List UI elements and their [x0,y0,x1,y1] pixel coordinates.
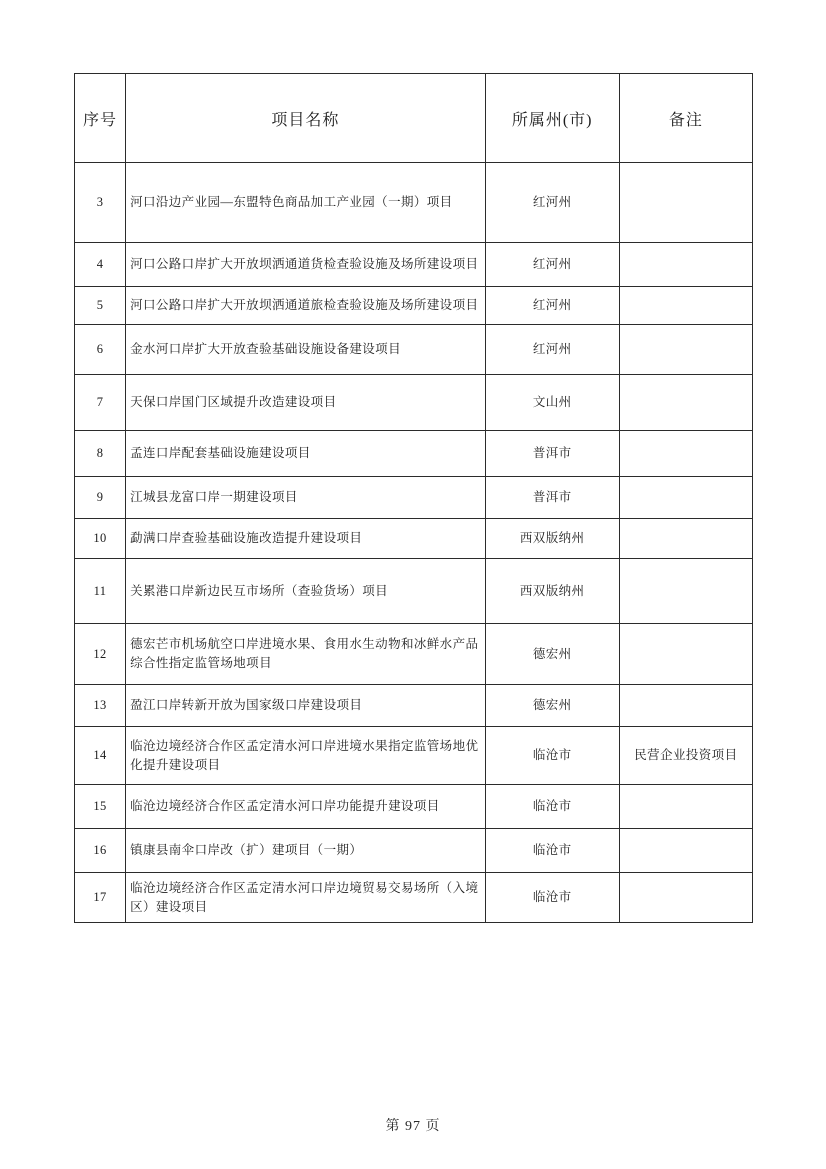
note-cell [619,624,752,685]
project-name-cell: 盈江口岸转新开放为国家级口岸建设项目 [126,685,486,727]
project-name-cell: 金水河口岸扩大开放查验基础设施设备建设项目 [126,325,486,375]
note-cell [619,325,752,375]
region-cell: 西双版纳州 [485,559,619,624]
row-index-cell: 10 [75,519,126,559]
region-cell: 德宏州 [485,685,619,727]
note-cell [619,477,752,519]
row-index-cell: 17 [75,873,126,923]
note-cell: 民营企业投资项目 [619,727,752,785]
projects-table [74,73,753,923]
table-row [75,431,753,477]
row-index-cell: 6 [75,325,126,375]
table-row [75,287,753,325]
project-name-cell: 德宏芒市机场航空口岸进境水果、食用水生动物和冰鲜水产品综合性指定监管场地项目 [126,624,486,685]
projects-table-body [75,163,753,923]
project-name-cell: 镇康县南伞口岸改（扩）建项目（一期） [126,829,486,873]
table-row [75,559,753,624]
table-row [75,727,753,785]
project-name-cell: 江城县龙富口岸一期建设项目 [126,477,486,519]
row-index-cell: 12 [75,624,126,685]
region-cell: 红河州 [485,163,619,243]
row-index-cell: 5 [75,287,126,325]
row-index-cell: 8 [75,431,126,477]
project-name-cell: 临沧边境经济合作区孟定清水河口岸边境贸易交易场所（入境区）建设项目 [126,873,486,923]
region-cell: 文山州 [485,375,619,431]
table-row [75,519,753,559]
table-row [75,163,753,243]
project-name-cell: 临沧边境经济合作区孟定清水河口岸进境水果指定监管场地优化提升建设项目 [126,727,486,785]
region-cell: 红河州 [485,243,619,287]
project-name-cell: 临沧边境经济合作区孟定清水河口岸功能提升建设项目 [126,785,486,829]
table-row [75,243,753,287]
note-cell [619,829,752,873]
note-cell [619,163,752,243]
row-index-cell: 4 [75,243,126,287]
table-row [75,685,753,727]
region-cell: 临沧市 [485,785,619,829]
col-header-name: 项目名称 [126,74,486,163]
note-cell [619,873,752,923]
note-cell [619,519,752,559]
table-row [75,873,753,923]
row-index-cell: 7 [75,375,126,431]
row-index-cell: 9 [75,477,126,519]
table-header-row [75,74,753,163]
project-name-cell: 关累港口岸新边民互市场所（查验货场）项目 [126,559,486,624]
project-name-cell: 孟连口岸配套基础设施建设项目 [126,431,486,477]
row-index-cell: 16 [75,829,126,873]
row-index-cell: 3 [75,163,126,243]
note-cell [619,287,752,325]
table-row [75,785,753,829]
note-cell [619,685,752,727]
region-cell: 普洱市 [485,431,619,477]
note-cell [619,375,752,431]
project-name-cell: 天保口岸国门区域提升改造建设项目 [126,375,486,431]
region-cell: 西双版纳州 [485,519,619,559]
project-name-cell: 河口沿边产业园—东盟特色商品加工产业园（一期）项目 [126,163,486,243]
table-row [75,325,753,375]
region-cell: 红河州 [485,325,619,375]
table-row [75,624,753,685]
note-cell [619,431,752,477]
row-index-cell: 11 [75,559,126,624]
region-cell: 红河州 [485,287,619,325]
note-cell [619,559,752,624]
row-index-cell: 14 [75,727,126,785]
row-index-cell: 13 [75,685,126,727]
project-name-cell: 河口公路口岸扩大开放坝洒通道货检查验设施及场所建设项目 [126,243,486,287]
col-header-note: 备注 [619,74,752,163]
note-cell [619,785,752,829]
table-row [75,375,753,431]
col-header-index: 序号 [75,74,126,163]
note-cell [619,243,752,287]
region-cell: 临沧市 [485,829,619,873]
table-row [75,477,753,519]
region-cell: 临沧市 [485,873,619,923]
col-header-region: 所属州(市) [485,74,619,163]
region-cell: 德宏州 [485,624,619,685]
region-cell: 临沧市 [485,727,619,785]
page-number: 第 97 页 [385,1119,441,1134]
region-cell: 普洱市 [485,477,619,519]
project-name-cell: 河口公路口岸扩大开放坝洒通道旅检查验设施及场所建设项目 [126,287,486,325]
table-row [75,829,753,873]
project-name-cell: 勐满口岸查验基础设施改造提升建设项目 [126,519,486,559]
row-index-cell: 15 [75,785,126,829]
